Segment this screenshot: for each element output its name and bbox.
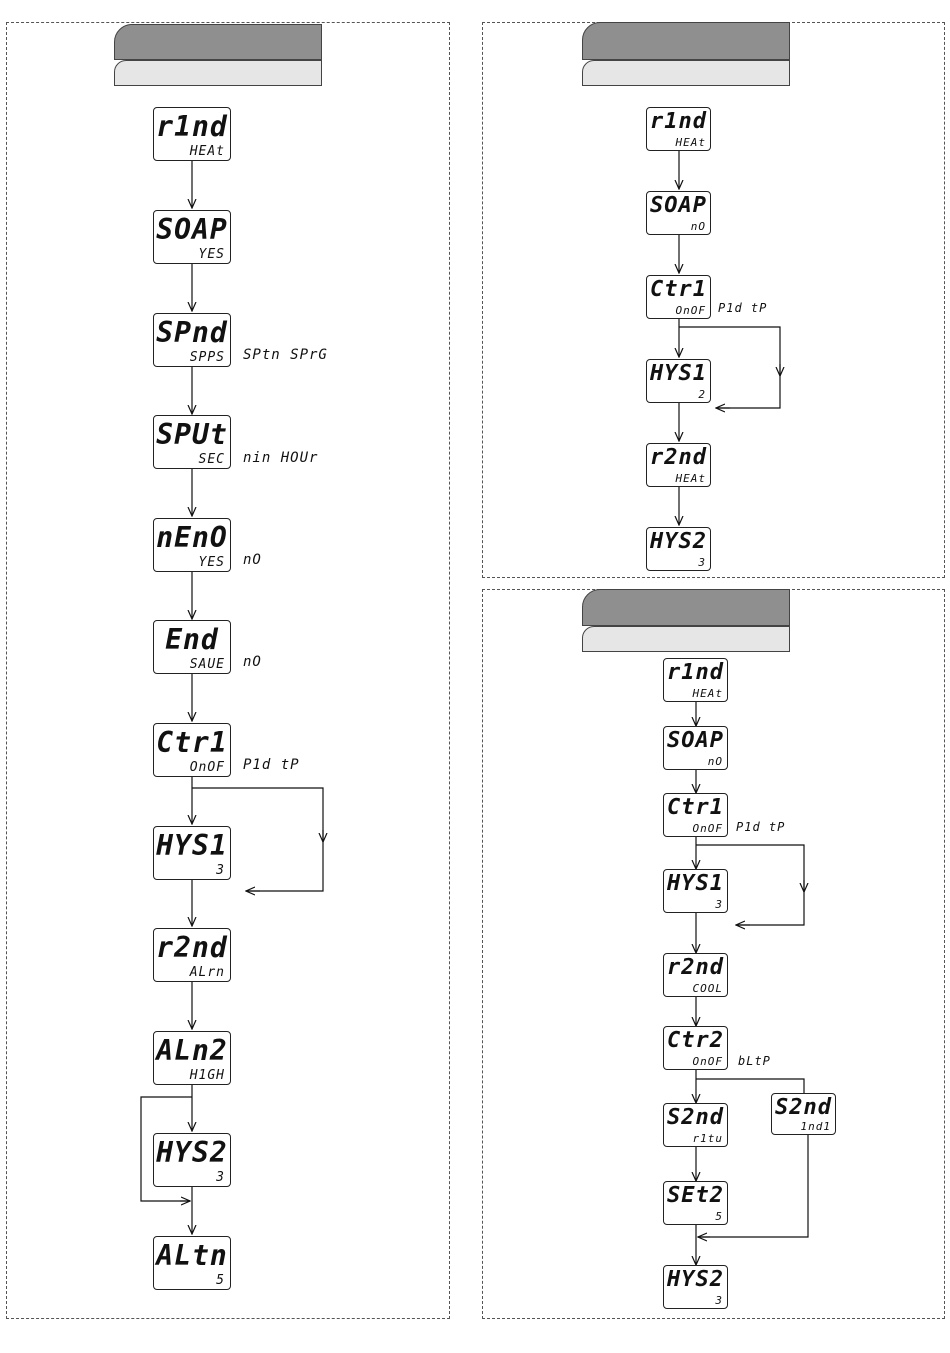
options-ctr1: P1d tP: [736, 820, 786, 834]
lcd-spnd: SPnd SPPS: [153, 313, 231, 367]
lcd-r2nd: r2nd HEAt: [646, 443, 711, 487]
options-sput: nin HOUr: [243, 450, 319, 466]
lcd-set2: SEt2 5: [663, 1181, 728, 1225]
options-neno: nO: [243, 552, 262, 568]
lcd-ctr1: Ctr1 OnOF: [646, 275, 711, 319]
lcd-neno: nEnO YES: [153, 518, 231, 572]
lcd-sput: SPUt SEC: [153, 415, 231, 469]
lcd-end: End SAUE: [153, 620, 231, 674]
options-end: nO: [243, 654, 262, 670]
options-ctr1: P1d tP: [718, 301, 768, 315]
options-ctr2: bLtP: [738, 1054, 771, 1068]
lcd-hys2: HYS2 3: [153, 1133, 231, 1187]
lcd-r1nd: r1nd HEAt: [153, 107, 231, 161]
lcd-r2nd: r2nd COOL: [663, 953, 728, 997]
lcd-soap: SOAP nO: [663, 726, 728, 770]
lcd-hys2: HYS2 3: [646, 527, 711, 571]
options-spnd: SPtn SPrG: [243, 347, 328, 363]
lcd-r2nd: r2nd ALrn: [153, 928, 231, 982]
lcd-ctr1: Ctr1 OnOF: [153, 723, 231, 777]
lcd-hys1: HYS1 2: [646, 359, 711, 403]
lcd-hys1: HYS1 3: [663, 869, 728, 913]
lcd-hys1: HYS1 3: [153, 826, 231, 880]
options-ctr1: P1d tP: [243, 757, 300, 773]
lcd-aln2: ALn2 H1GH: [153, 1031, 231, 1085]
lcd-altn: ALtn 5: [153, 1236, 231, 1290]
lcd-soap: SOAP nO: [646, 191, 711, 235]
lcd-r1nd: r1nd HEAt: [663, 658, 728, 702]
lcd-s2nd-rtu: S2nd r1tu: [663, 1103, 728, 1147]
lcd-s2nd-ind1: S2nd 1nd1: [771, 1093, 836, 1135]
lcd-r1nd: r1nd HEAt: [646, 107, 711, 151]
lcd-ctr1: Ctr1 OnOF: [663, 793, 728, 837]
lcd-ctr2: Ctr2 OnOF: [663, 1026, 728, 1070]
lcd-soap: SOAP YES: [153, 210, 231, 264]
lcd-hys2: HYS2 3: [663, 1265, 728, 1309]
